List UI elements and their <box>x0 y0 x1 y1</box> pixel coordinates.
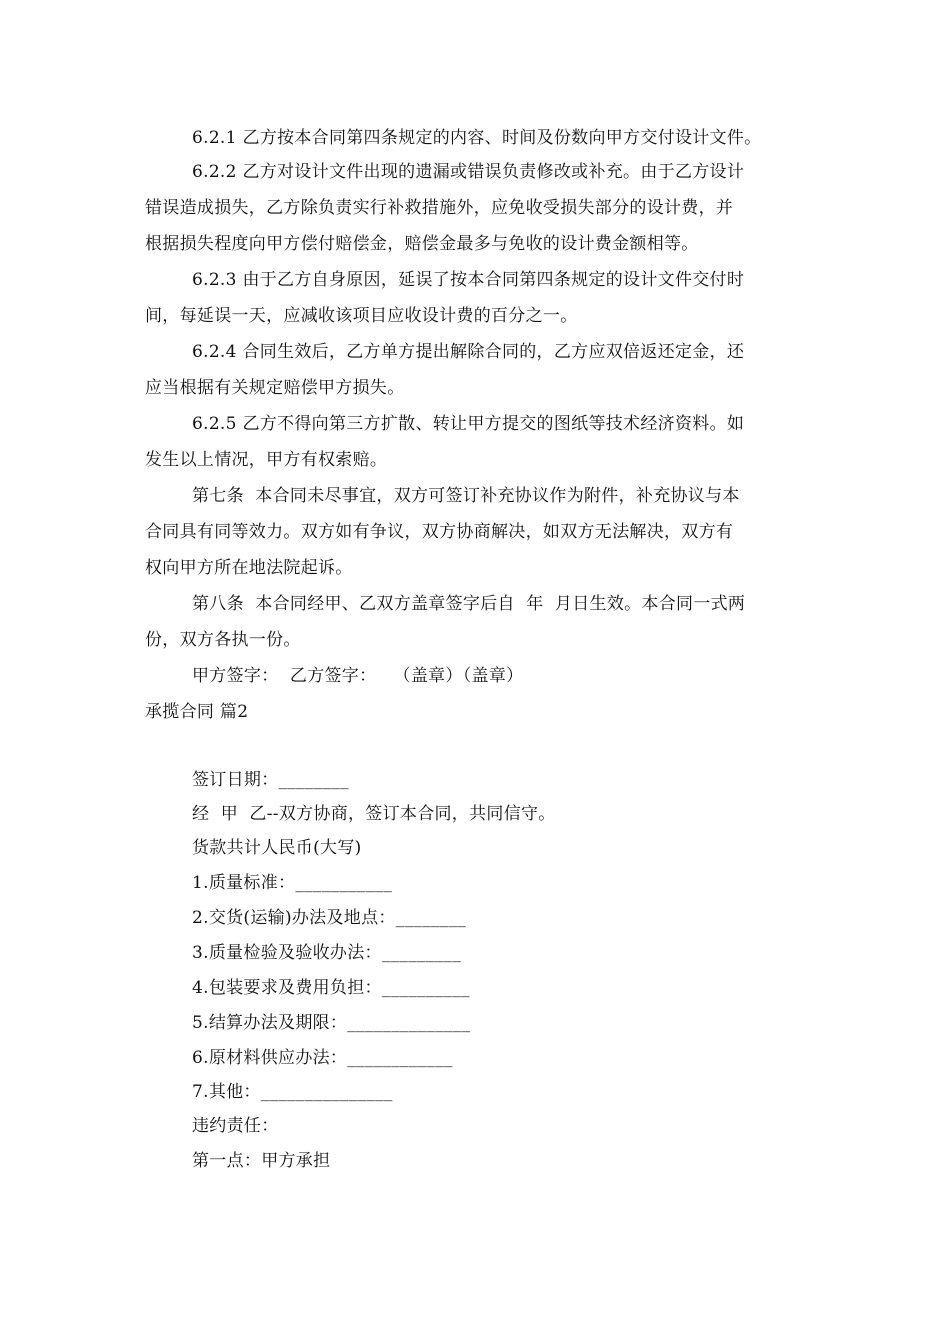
parties-statement: 经 甲 乙--双方协商，签订本合同，共同信守。 <box>192 804 556 824</box>
list-item-settlement: 5.结算办法及期限：______________ <box>192 1013 471 1033</box>
clause-6-2-4-line-1: 6.2.4 合同生效后，乙方单方提出解除合同的，乙方应双倍返还定金，还 <box>192 342 745 362</box>
clause-6-2-5-line-1: 6.2.5 乙方不得向第三方扩散、转让甲方提交的图纸等技术经济资料。如 <box>192 414 745 434</box>
list-item-other: 7.其他：_______________ <box>192 1082 393 1102</box>
clause-6-2-2-line-3: 根据损失程度向甲方偿付赔偿金，赔偿金最多与免收的设计费金额相等。 <box>145 234 699 254</box>
article-7-line-1: 第七条 本合同未尽事宜，双方可签订补充协议作为附件，补充协议与本 <box>192 486 740 506</box>
clause-6-2-4-line-2: 应当根据有关规定赔偿甲方损失。 <box>145 378 405 398</box>
clause-6-2-5-line-2: 发生以上情况，甲方有权索赔。 <box>145 450 388 470</box>
article-8-line-2: 份，双方各执一份。 <box>145 630 301 650</box>
list-item-quality-standard: 1.质量标准：___________ <box>192 873 393 893</box>
article-7-line-3: 权向甲方所在地法院起诉。 <box>145 558 353 578</box>
article-7-line-2: 合同具有同等效力。双方如有争议，双方协商解决，如双方无法解决，双方有 <box>145 522 734 542</box>
clause-6-2-2-line-2: 错误造成损失，乙方除负责实行补救措施外，应免收受损失部分的设计费，并 <box>145 198 734 218</box>
clause-6-2-3-line-1: 6.2.3 由于乙方自身原因，延误了按本合同第四条规定的设计文件交付时 <box>192 270 745 290</box>
liability-point-1: 第一点：甲方承担 <box>192 1151 331 1171</box>
clause-6-2-2-line-1: 6.2.2 乙方对设计文件出现的遗漏或错误负责修改或补充。由于乙方设计 <box>192 162 745 182</box>
section-heading: 承揽合同 篇2 <box>145 702 249 722</box>
list-item-raw-materials: 6.原材料供应办法：____________ <box>192 1048 453 1068</box>
sign-date: 签订日期：________ <box>192 770 349 790</box>
list-item-packaging: 4.包装要求及费用负担：__________ <box>192 978 470 998</box>
payment-amount: 货款共计人民币(大写) <box>192 838 362 858</box>
clause-6-2-1: 6.2.1 乙方按本合同第四条规定的内容、时间及份数向甲方交付设计文件。 <box>192 128 762 148</box>
list-item-inspection: 3.质量检验及验收办法：_________ <box>192 943 462 963</box>
liability-heading: 违约责任： <box>192 1116 279 1136</box>
list-item-delivery: 2.交货(运输)办法及地点：________ <box>192 908 467 928</box>
signature-line: 甲方签字： 乙方签字： （盖章）（盖章） <box>192 666 524 686</box>
article-8-line-1: 第八条 本合同经甲、乙双方盖章签字后自 年 月日生效。本合同一式两 <box>192 594 746 614</box>
clause-6-2-3-line-2: 间，每延误一天，应减收该项目应收设计费的百分之一。 <box>145 306 578 326</box>
